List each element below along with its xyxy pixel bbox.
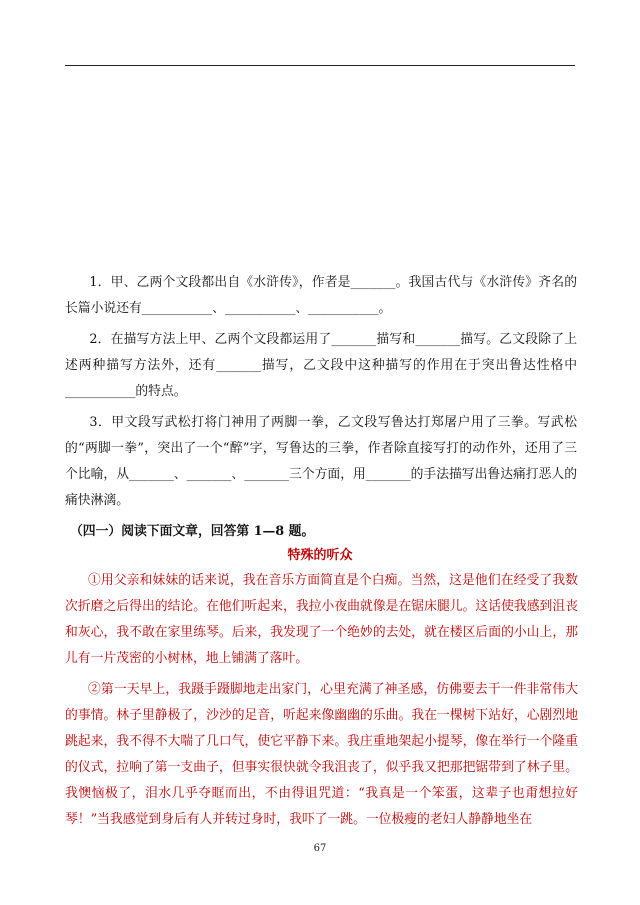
header-rule (65, 65, 575, 66)
question-1: 1．甲、乙两个文段都出自《水浒传》，作者是_______。我国古代与《水浒传》齐名的长篇小说还有___________、___________、___________。 (65, 275, 577, 316)
article-title: 特殊的听众 (287, 548, 353, 563)
question-2: 2．在描写方法上甲、乙两个文段都运用了_______描写和_______描写。乙文段除了上述两种描写方法外，还有_______描写，乙文段中这种描写的作用在于突出鲁达性格中___________的特点。 (65, 332, 577, 399)
question-3: 3．甲文段写武松打将门神用了两脚一拳，乙文段写鲁达打郑屠户用了三拳。写武松的“两脚一拳”，突出了一个“醉”字，写鲁达的三拳，作者除直接写打的动作外，还用了三个比喻，从_______、_______、_______三个方面，用_______的手法描写出鲁达痛打恶人的痛快淋漓。 (65, 415, 577, 508)
paragraph-1: ①用父亲和妹妹的话来说，我在音乐方面简直是个白痴。当然，这是他们在经受了我数次折磨之后得出的结论。在他们听起来，我拉小夜曲就像是在锯床腿儿。这话使我感到沮丧和灰心，我不敢在家里练琴。后来，我发现了一个绝妙的去处，就在楼区后面的小山上，那儿有一片茂密的小树林，地上铺满了落叶。 (65, 573, 578, 666)
page-number: 67 (313, 843, 327, 854)
paragraph-2: ②第一天早上，我蹑手蹑脚地走出家门，心里充满了神圣感，仿佛要去干一件非常伟大的事情。林子里静极了，沙沙的足音，听起来像幽幽的乐曲。我在一棵树下站好，心剧烈地跳起来，我不得不大喘了几口气，使它平静下来。我庄重地架起小提琴，像在举行一个隆重的仪式，拉响了第一支曲子，但事实很快就令我沮丧了，似乎我又把那把锯带到了林子里。我懊恼极了，泪水几乎夺眶而出，不由得诅咒道：“我真是一个笨蛋，这辈子也甭想拉好琴！”当我感觉到身后有人并转过身时，我吓了一跳。一位极瘦的老妇人静静地坐在 (65, 682, 578, 827)
questions-block (65, 270, 577, 519)
article-body (65, 568, 578, 838)
section-heading: （四一）阅读下面文章，回答第 1—8 题。 (70, 524, 315, 539)
